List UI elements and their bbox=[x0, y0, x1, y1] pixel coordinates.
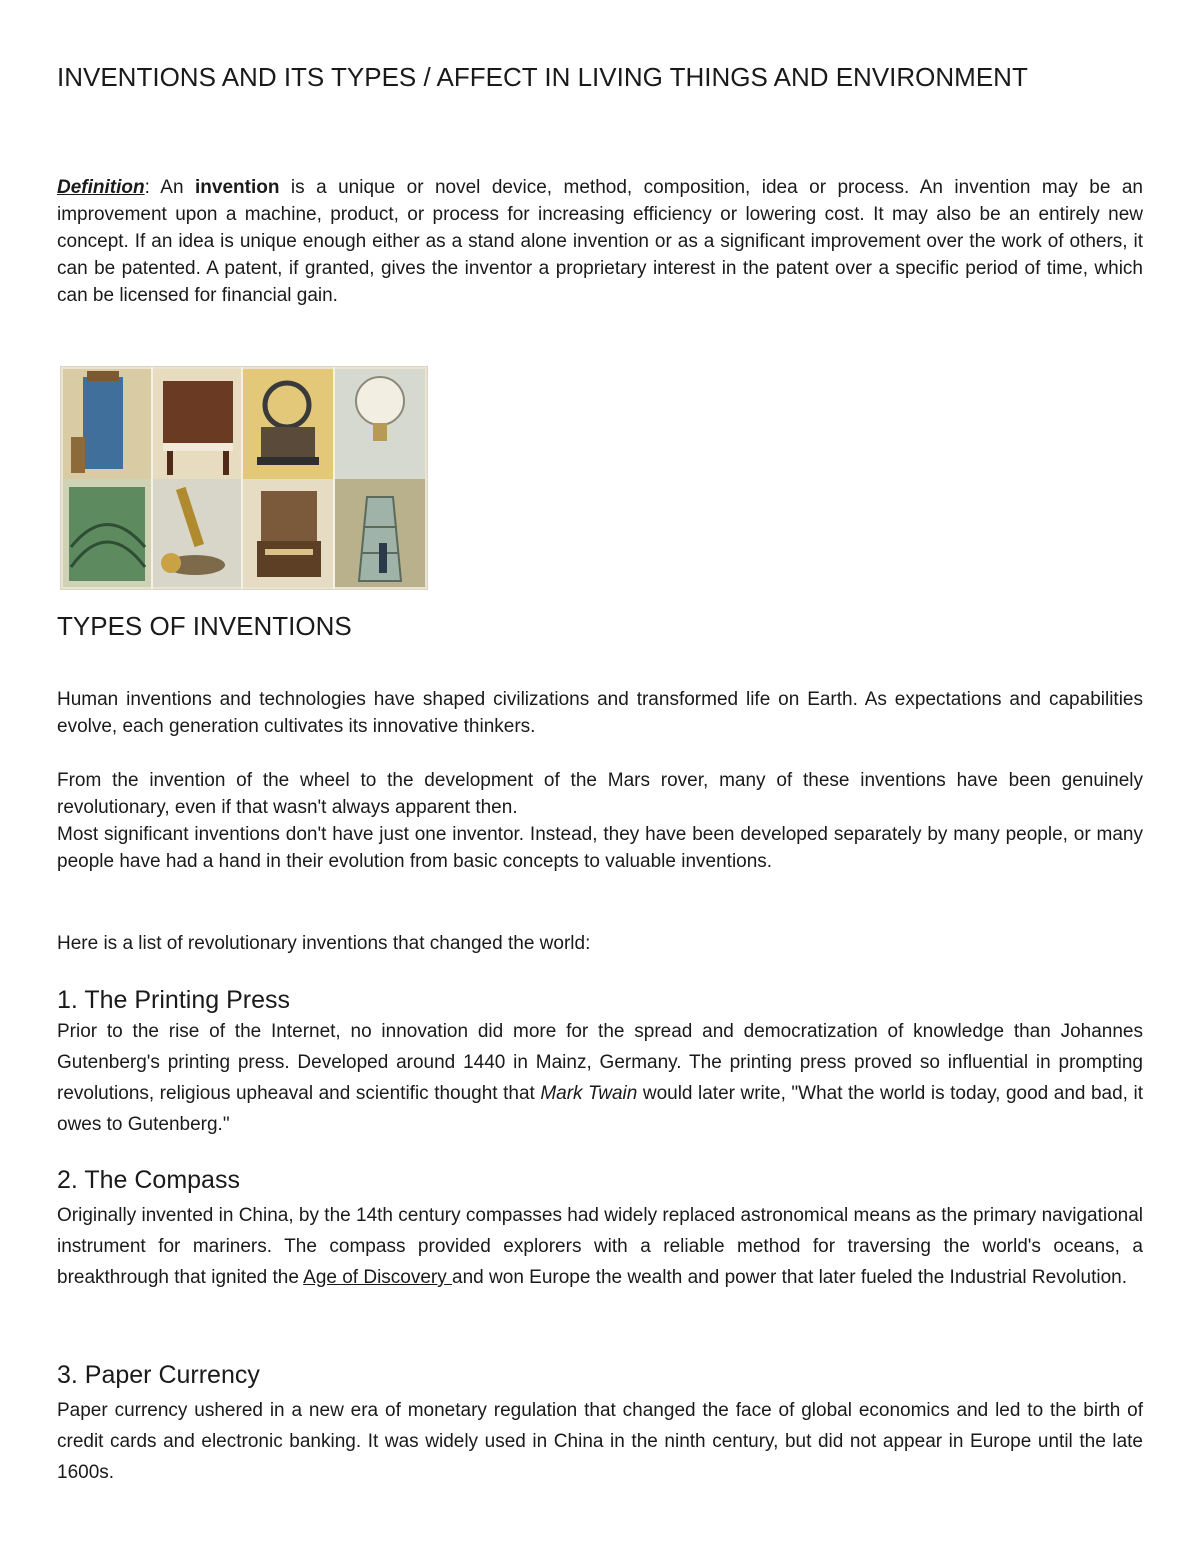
definition-keyword: invention bbox=[195, 177, 280, 198]
compass-text-a: Originally invented in China, by the 14th century compasses had widely replaced astronomical means as the primary navigational instrument for mariners. The compass provided explorers with a reliable method for traversing the world's oceans, a breakthrough that ignited the bbox=[57, 1205, 1143, 1288]
item-text-printing-press bbox=[57, 1016, 1143, 1140]
intro-paragraph-3: Most significant inventions don't have just one inventor. Instead, they have been developed separately by many people, or many people have had a hand in their evolution from basic concepts to valuable inventions. bbox=[57, 824, 1143, 872]
item-text-compass bbox=[57, 1200, 1143, 1293]
page-title: INVENTIONS AND ITS TYPES / AFFECT IN LIVING THINGS AND ENVIRONMENT bbox=[57, 62, 1028, 92]
printing-press-text-a: Prior to the rise of the Internet, no innovation did more for the spread and democratization of knowledge than Johannes Gutenberg's printing press. Developed around 1440 in Mainz, Germany. The printing press proved so influential in prompting revolutions, religious upheaval and scientific thought that bbox=[57, 1021, 1143, 1104]
age-of-discovery-link[interactable]: Age of Discovery bbox=[303, 1267, 453, 1288]
printing-press-text-b: would later write, "What the world is today, good and bad, it owes to Gutenberg." bbox=[57, 1083, 1143, 1135]
printing-press-italic-name: Mark Twain bbox=[540, 1083, 638, 1104]
inventions-collage-illustration bbox=[61, 367, 427, 589]
types-heading: TYPES OF INVENTIONS bbox=[57, 611, 352, 641]
list-intro: Here is a list of revolutionary inventions that changed the world: bbox=[57, 933, 591, 954]
item-heading-compass: 2. The Compass bbox=[57, 1166, 240, 1194]
intro-paragraph-1: Human inventions and technologies have shaped civilizations and transformed life on Earth. As expectations and capabilities evolve, each generation cultivates its innovative thinkers. bbox=[57, 689, 1143, 737]
item-text-paper-currency: Paper currency ushered in a new era of monetary regulation that changed the face of global economics and led to the birth of credit cards and electronic banking. It was widely used in China in the ninth century, but did not appear in Europe until the late 1600s. bbox=[57, 1400, 1143, 1483]
definition-term: Definition bbox=[57, 177, 145, 198]
definition-text: is a unique or novel device, method, composition, idea or process. An invention may be an improvement upon a machine, product, or process for increasing efficiency or lowering cost. It may also be an entirely new concept. If an idea is unique enough either as a stand alone invention or as a significant improvement over the work of others, it can be patented. A patent, if granted, gives the inventor a proprietary interest in the patent over a specific period of time, which can be licensed for financial gain. bbox=[57, 177, 1143, 306]
inventions-collage-image bbox=[60, 366, 428, 590]
compass-text-b: and won Europe the wealth and power that later fueled the Industrial Revolution. bbox=[452, 1267, 1127, 1288]
definition-paragraph bbox=[57, 174, 1143, 309]
item-heading-paper-currency: 3. Paper Currency bbox=[57, 1361, 260, 1389]
definition-pre: An bbox=[149, 177, 195, 198]
item-heading-printing-press: 1. The Printing Press bbox=[57, 986, 290, 1014]
intro-paragraph-2: From the invention of the wheel to the development of the Mars rover, many of these inventions have been genuinely revolutionary, even if that wasn't always apparent then. bbox=[57, 770, 1143, 818]
definition-colon: : bbox=[144, 177, 150, 198]
